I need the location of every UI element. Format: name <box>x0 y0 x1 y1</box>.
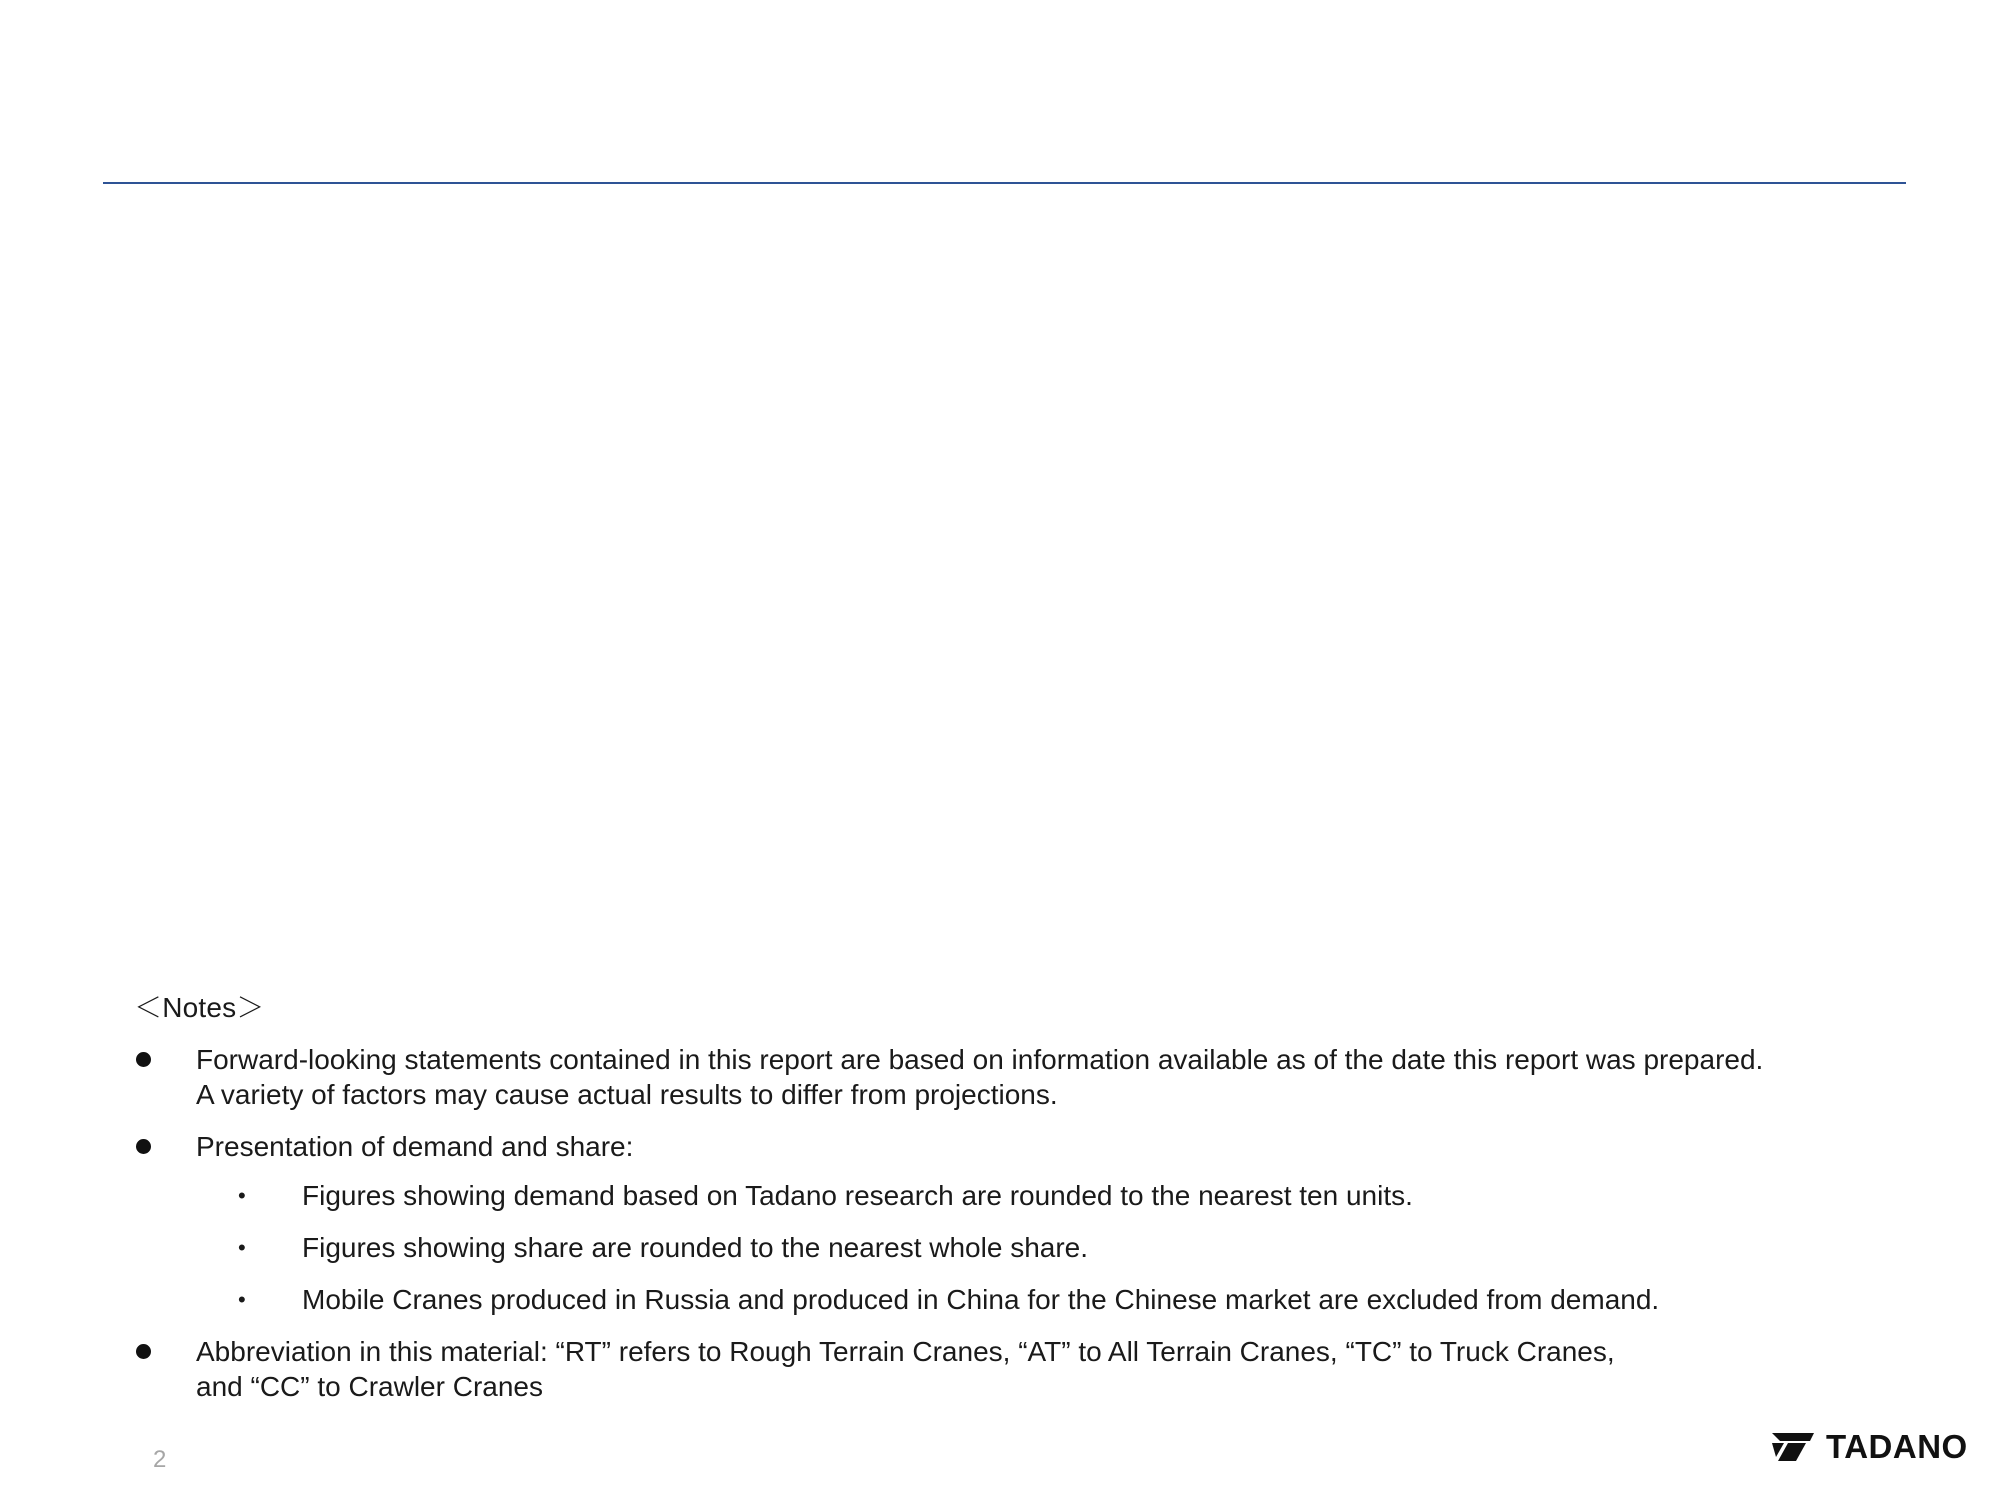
sub-bullet-dot: • <box>238 1183 246 1208</box>
note-item-demand-share <box>134 1129 1894 1317</box>
note-text-line: and “CC” to Crawler Cranes <box>196 1371 543 1402</box>
sub-bullet-list <box>196 1178 1894 1317</box>
bullet-dot <box>136 1052 151 1067</box>
note-text-line: A variety of factors may cause actual results to differ from projections. <box>196 1079 1058 1110</box>
sub-item-exclusions <box>134 1282 1894 1317</box>
note-item-forward-looking <box>134 1042 1894 1112</box>
sub-bullet-dot: • <box>238 1235 246 1260</box>
bullet-dot <box>136 1139 151 1154</box>
header-divider <box>103 182 1906 184</box>
sub-item-demand-rounding <box>134 1178 1894 1213</box>
notes-heading: ＜Notes＞ <box>134 992 265 1023</box>
note-item-abbreviations <box>134 1334 1894 1404</box>
tadano-logo <box>1770 1428 1968 1466</box>
note-text-line: Forward-looking statements contained in this report are based on information available as of the date this report was prepared. <box>196 1044 1764 1075</box>
note-text-line: Presentation of demand and share: <box>196 1131 634 1162</box>
bullet-dot <box>136 1344 151 1359</box>
note-text-line: Abbreviation in this material: “RT” refers to Rough Terrain Cranes, “AT” to All Terrain Cranes, “TC” to Truck Cranes, <box>196 1336 1615 1367</box>
sub-bullet-dot: • <box>238 1287 246 1312</box>
sub-item-share-rounding <box>134 1230 1894 1265</box>
notes-section <box>134 990 1894 1421</box>
sub-item-text: Mobile Cranes produced in Russia and produced in China for the Chinese market are excluded from demand. <box>302 1284 1660 1315</box>
logo-wordmark: TADANO <box>1826 1428 1968 1465</box>
sub-item-text: Figures showing share are rounded to the nearest whole share. <box>302 1232 1089 1263</box>
page-number: 2 <box>153 1446 167 1473</box>
sub-item-text: Figures showing demand based on Tadano research are rounded to the nearest ten units. <box>302 1180 1413 1211</box>
tadano-logo-icon <box>1770 1431 1816 1463</box>
